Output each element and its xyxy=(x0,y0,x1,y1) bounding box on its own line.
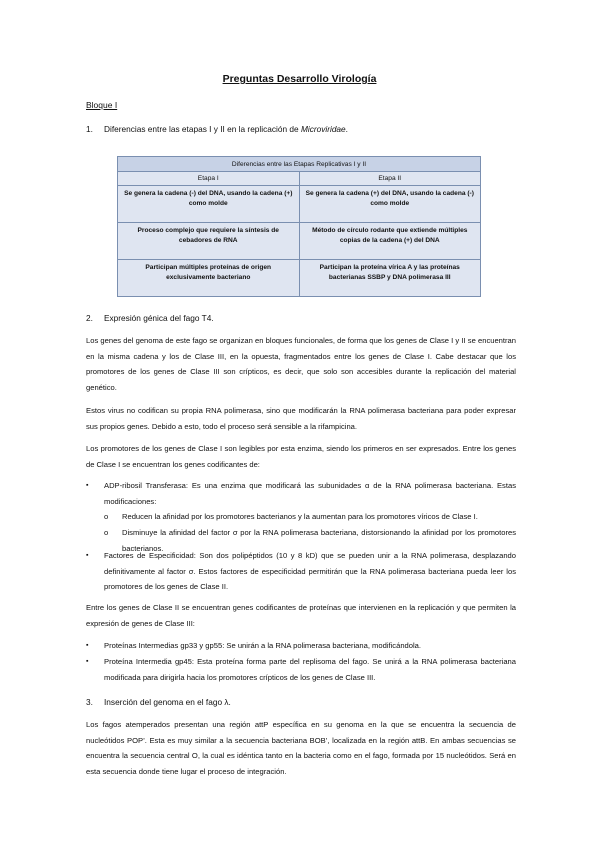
list-item xyxy=(86,654,516,685)
list-item-text: Proteína Intermedia gp45: Esta proteína forma parte del replisoma del fago. Se unirá a la RNA polimerasa bacteriana modificada para dirigirla hacia los promotores crípticos de los genes de Clase III. xyxy=(104,657,516,682)
table-row xyxy=(118,186,481,223)
sub-bullet-icon: o xyxy=(104,512,109,521)
question-1-heading xyxy=(86,124,348,134)
document-title: Preguntas Desarrollo Virología xyxy=(222,73,377,85)
paragraph: Los genes del genoma de este fago se organizan en bloques funcionales, de forma que los genes de Clase I y II se encuentran en la misma cadena y los de Clase III, en la opuesta, fragmentados entre los genes de Clase I. Cabe destacar que los promotores de los genes de Clase III son crípticos, es decir, que solo son accesibles durante la replicación del material genético. xyxy=(86,336,516,392)
table-row xyxy=(118,223,481,260)
table-header-stage-1: Etapa I xyxy=(118,172,300,186)
question-2-heading xyxy=(86,313,214,323)
bullet-icon: ▪ xyxy=(86,658,89,665)
bullet-icon: ▪ xyxy=(86,552,89,559)
bullet-icon: ▪ xyxy=(86,642,89,649)
list-item-text: Factores de Especificidad: Son dos polipéptidos (10 y 8 kD) que se pueden unir a la RNA polimerasa, desplazando definitivamente al factor σ. Estos factores de especificidad permitirán que la RNA polimerasa bacteriana pueda leer los promotores de los genes de Clase II. xyxy=(104,551,516,591)
question-number: 1. xyxy=(86,124,93,134)
list-item-text: Disminuye la afinidad del factor σ por la RNA polimerasa bacteriana, distorsionando la afinidad por los promotores bacterianos. xyxy=(122,528,516,553)
question-number: 2. xyxy=(86,313,93,323)
sub-bullet-icon: o xyxy=(104,528,109,537)
list-item xyxy=(86,478,516,509)
paragraph: Los promotores de los genes de Clase I son legibles por esta enzima, siendo los primeros en ser expresados. Entre los genes de Clase I se encuentran los genes codificantes de: xyxy=(86,444,516,469)
table-cell: Participan la proteína vírica A y las proteínas bacterianas SSBP y DNA polimerasa III xyxy=(299,260,481,297)
question-italic-term: Microviridae xyxy=(300,124,346,134)
list-item-text: ADP-ribosil Transferasa: Es una enzima que modificará las subunidades α de la RNA polimerasa bacteriana. Estas modificaciones: xyxy=(104,481,516,506)
list-item xyxy=(86,638,516,654)
table-row xyxy=(118,260,481,297)
question-3-heading xyxy=(86,697,231,707)
block-heading: Bloque I xyxy=(86,100,118,110)
table-cell: Método de círculo rodante que extiende múltiples copias de la cadena (+) del DNA xyxy=(299,223,481,260)
bullet-icon: ▪ xyxy=(86,482,89,489)
list-item-text: Proteínas Intermedias gp33 y gp55: Se unirán a la RNA polimerasa bacteriana, modificándola. xyxy=(104,641,422,650)
table-cell: Se genera la cadena (-) del DNA, usando la cadena (+) como molde xyxy=(118,186,300,223)
table-title: Diferencias entre las Etapas Replicativas I y II xyxy=(118,157,481,172)
table-cell: Se genera la cadena (+) del DNA, usando la cadena (-) como molde xyxy=(299,186,481,223)
stages-comparison-table xyxy=(117,156,481,297)
table-cell: Proceso complejo que requiere la síntesis de cebadores de RNA xyxy=(118,223,300,260)
question-text: Expresión génica del fago T4. xyxy=(104,313,214,323)
question-text: Diferencias entre las etapas I y II en la replicación de xyxy=(104,124,301,134)
table-cell: Participan múltiples proteínas de origen exclusivamente bacteriano xyxy=(118,260,300,297)
question-number: 3. xyxy=(86,697,93,707)
list-item xyxy=(86,548,516,595)
question-text: Inserción del genoma en el fago λ. xyxy=(104,697,231,707)
paragraph: Los fagos atemperados presentan una región attP específica en su genoma en la que se encuentra la secuencia de nucleótidos POP’. Esta es muy similar a la secuencia bacteriana BOB’, localizada en la región attB. En ambas secuencias se encuentra la secuencia central O, la cual es idéntica tanto en la bacteria como en el fago, formada por 15 nucleótidos. Será en esta secuencia donde tiene lugar el proceso de integración. xyxy=(86,720,516,776)
paragraph: Entre los genes de Clase II se encuentran genes codificantes de proteínas que intervienen en la replicación y que permiten la expresión de genes de Clase III: xyxy=(86,603,516,628)
table-header-stage-2: Etapa II xyxy=(299,172,481,186)
sub-list-item xyxy=(104,509,516,525)
paragraph: Estos virus no codifican su propia RNA polimerasa, sino que modificarán la RNA polimerasa bacteriana para poder expresar sus propios genes. Debido a esto, todo el proceso será sensible a la rifampicina. xyxy=(86,406,516,431)
list-item-text: Reducen la afinidad por los promotores bacterianos y la aumentan para los promotores víricos de Clase I. xyxy=(122,512,478,521)
question-text-suffix: . xyxy=(345,124,348,134)
